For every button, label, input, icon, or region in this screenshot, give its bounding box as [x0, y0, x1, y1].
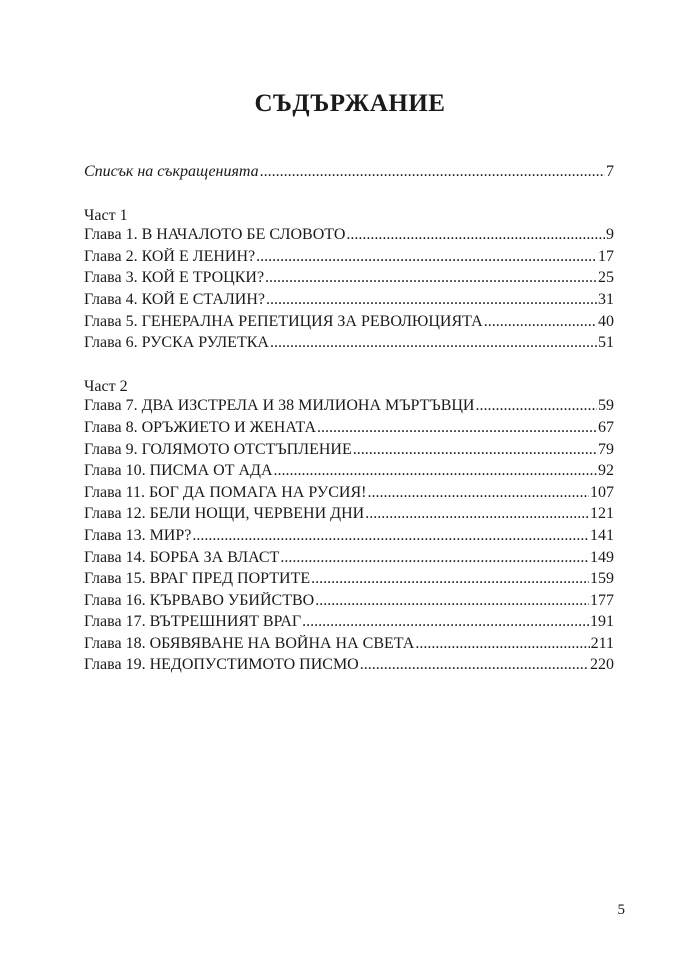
toc-entry	[84, 226, 614, 248]
toc-entry	[84, 570, 614, 592]
dot-leader	[415, 635, 589, 653]
dot-leader	[360, 656, 589, 674]
dot-leader	[192, 527, 589, 545]
toc-entry-label: Глава 3. КОЙ Е ТРОЦКИ?	[84, 269, 265, 287]
toc-entry-page: 79	[598, 440, 614, 458]
toc-entry-label: Глава 6. РУСКА РУЛЕТКА	[84, 334, 269, 352]
toc-entry	[84, 613, 614, 635]
dot-leader	[266, 291, 597, 309]
toc-entry-page: 7	[606, 163, 614, 180]
dot-leader	[367, 484, 589, 502]
toc-entry-page: 211	[590, 634, 614, 652]
dot-leader	[317, 419, 597, 437]
toc-entry	[84, 269, 614, 291]
page-number: 5	[617, 902, 625, 918]
dot-leader	[484, 313, 597, 331]
dot-leader	[270, 334, 597, 352]
toc-entry-label: Глава 7. ДВА ИЗСТРЕЛА И 38 МИЛИОНА МЪРТЪВЦИ	[84, 397, 475, 415]
toc-entry	[84, 419, 614, 441]
toc-entry	[84, 248, 614, 270]
part-1-entries	[84, 226, 614, 356]
toc-entry-label: Глава 17. ВЪТРЕШНИЯТ ВРАГ	[84, 613, 302, 631]
dot-leader	[315, 592, 589, 610]
toc-entry-label: Глава 12. БЕЛИ НОЩИ, ЧЕРВЕНИ ДНИ	[84, 505, 365, 523]
toc-entry-page: 67	[598, 418, 614, 436]
dot-leader	[311, 570, 589, 588]
part-2-entries	[84, 397, 614, 678]
toc-entry-label: Глава 11. БОГ ДА ПОМАГА НА РУСИЯ!	[84, 483, 367, 501]
part-heading-1: Част 1	[84, 206, 128, 224]
toc-entry-label: Глава 4. КОЙ Е СТАЛИН?	[84, 290, 265, 308]
toc-entry-page: 177	[590, 591, 614, 609]
toc-entry	[84, 441, 614, 463]
toc-entry	[84, 505, 614, 527]
toc-entry-page: 31	[598, 290, 614, 308]
toc-entry-label: Глава 2. КОЙ Е ЛЕНИН?	[84, 247, 256, 265]
dot-leader	[346, 226, 605, 244]
toc-entry-label: Глава 13. МИР?	[84, 526, 192, 544]
toc-entry-page: 40	[598, 312, 614, 330]
toc-entry	[84, 462, 614, 484]
toc-entry-label: Глава 10. ПИСМА ОТ АДА	[84, 462, 273, 480]
toc-entry	[84, 527, 614, 549]
toc-entry-label: Глава 9. ГОЛЯМОТО ОТСТЪПЛЕНИЕ	[84, 440, 352, 458]
toc-entry-label: Глава 16. КЪРВАВО УБИЙСТВО	[84, 591, 315, 609]
toc-entry-label: Глава 1. В НАЧАЛОТО БЕ СЛОВОТО	[84, 226, 346, 244]
dot-leader	[265, 269, 597, 287]
toc-entry	[84, 549, 614, 571]
toc-entry-label: Глава 18. ОБЯВЯВАНЕ НА ВОЙНА НА СВЕТА	[84, 634, 415, 652]
toc-entry	[84, 656, 614, 678]
toc-entry	[84, 291, 614, 313]
dot-leader	[260, 163, 605, 181]
toc-entry-page: 107	[590, 483, 614, 501]
toc-entry-label: Глава 5. ГЕНЕРАЛНА РЕПЕТИЦИЯ ЗА РЕВОЛЮЦИЯТА	[84, 312, 483, 330]
dot-leader	[256, 248, 597, 266]
toc-entry-label: Глава 19. НЕДОПУСТИМОТО ПИСМО	[84, 656, 359, 674]
toc-entry-page: 159	[590, 570, 614, 588]
part-heading-2: Част 2	[84, 377, 128, 395]
toc-entry	[84, 484, 614, 506]
toc-entry-page: 51	[598, 334, 614, 352]
toc-entry-label: Глава 14. БОРБА ЗА ВЛАСТ	[84, 548, 280, 566]
toc-entry-page: 220	[590, 656, 614, 674]
dot-leader	[353, 441, 597, 459]
toc-entry	[84, 334, 614, 356]
toc-entry	[84, 592, 614, 614]
dot-leader	[302, 613, 589, 631]
toc-entry-page: 17	[598, 247, 614, 265]
toc-entry-page: 25	[598, 269, 614, 287]
toc-entry-label: Глава 8. ОРЪЖИЕТО И ЖЕНАТА	[84, 418, 317, 436]
toc-entry-page: 59	[598, 397, 614, 415]
toc-entry	[84, 397, 614, 419]
toc-entry-page: 121	[590, 505, 614, 523]
toc-entry-page: 141	[590, 526, 614, 544]
toc-entry-page: 9	[606, 226, 614, 244]
toc-entry	[84, 635, 614, 657]
toc-entry-page: 191	[590, 613, 614, 631]
page-title: СЪДЪРЖАНИЕ	[254, 90, 446, 117]
dot-leader	[475, 397, 597, 415]
toc-entry-page: 149	[590, 548, 614, 566]
dot-leader	[365, 505, 589, 523]
toc-entry-label: Списък на съкращенията	[84, 163, 259, 180]
table-of-contents	[84, 163, 614, 678]
dot-leader	[280, 549, 589, 567]
toc-entry-label: Глава 15. ВРАГ ПРЕД ПОРТИТЕ	[84, 570, 311, 588]
toc-entry-abbreviations	[84, 163, 614, 185]
toc-entry	[84, 313, 614, 335]
dot-leader	[274, 462, 598, 480]
toc-entry-page: 92	[598, 462, 614, 480]
